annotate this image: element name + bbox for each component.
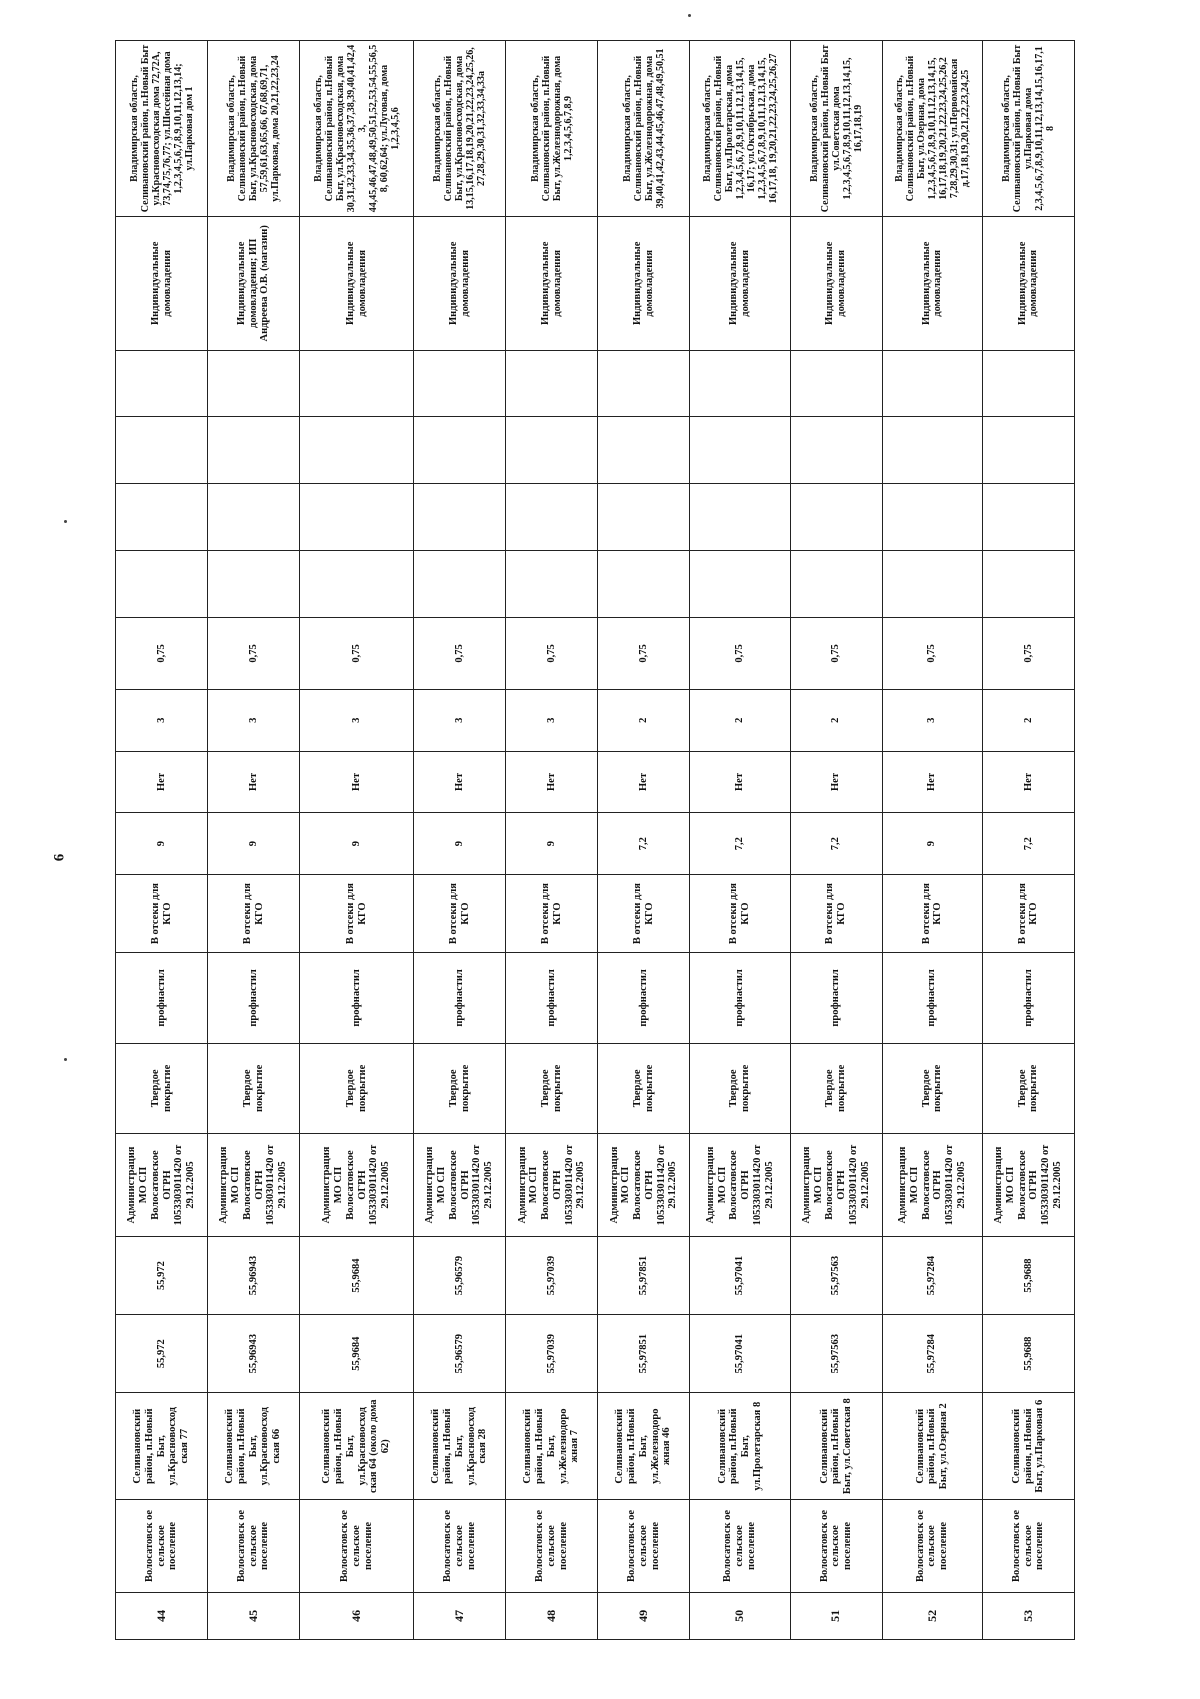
- settlement-cell: Волосатовск ое сельское поселение: [598, 1500, 690, 1593]
- location-cell: Селивановский район, п.Новый Быт, ул.Красновосход ская 64 (около дома 62): [300, 1393, 414, 1500]
- row-number: 50: [690, 1592, 790, 1639]
- scan-speck: [64, 520, 67, 523]
- table-row: [414, 41, 506, 1640]
- served-addresses-cell: Владимирская область, Селивановский район, п.Новый Быт ул.Красновосходская дома 72,72А, 73,74,75,76,77; ул.Шоссейная дома 1,2,3,4,5,6,7,8,9,10,11,12,13,14; ул.Парковая дом 1: [116, 41, 208, 217]
- empty-cell: [690, 484, 790, 551]
- longitude-cell: 55,96579: [414, 1236, 506, 1314]
- container-type-cell: Нет: [882, 751, 982, 813]
- container-type-cell: Нет: [208, 751, 300, 813]
- empty-cell: [790, 551, 882, 618]
- surface-cell: Твердое покрытие: [208, 1043, 300, 1133]
- owner-cell: Администрация МО СП Волосатовское ОГРН 1053303011420 от 29.12.2005: [208, 1134, 300, 1237]
- surface-cell: Твердое покрытие: [598, 1043, 690, 1133]
- empty-cell: [882, 417, 982, 484]
- container-type-cell: Нет: [506, 751, 598, 813]
- table-row: [116, 41, 208, 1640]
- container-volume-cell: 0,75: [116, 617, 208, 689]
- rotated-table-wrapper: [115, 40, 1075, 1640]
- table-row: [300, 41, 414, 1640]
- empty-cell: [598, 417, 690, 484]
- fence-cell: профнастил: [982, 953, 1074, 1043]
- empty-cell: [208, 484, 300, 551]
- location-cell: Селивановский район, п.Новый Быт, ул.Пролетарская 8: [690, 1393, 790, 1500]
- served-addresses-cell: Владимирская область, Селивановский район, п.Новый Быт, ул.Железнодорожная, дома 1,2,3,4,5,6,7,8,9: [506, 41, 598, 217]
- container-volume-cell: 0,75: [300, 617, 414, 689]
- empty-cell: [882, 484, 982, 551]
- empty-cell: [300, 551, 414, 618]
- longitude-cell: 55,9688: [982, 1236, 1074, 1314]
- served-addresses-cell: Владимирская область, Селивановский район, п.Новый Быт, ул.Озерная, дома 1,2,3,4,5,6,7,8,9,10,11,12,13,14,15, 16,17,18,19,20,21,22,23,24,25,26,2 7,28,29,30,31; ул.Первомайская д.17,18,19,20,21,22,23,24,25: [882, 41, 982, 217]
- empty-cell: [506, 350, 598, 417]
- container-type-cell: Нет: [598, 751, 690, 813]
- area-cell: 9: [506, 813, 598, 875]
- empty-cell: [690, 551, 790, 618]
- surface-cell: Твердое покрытие: [300, 1043, 414, 1133]
- latitude-cell: 55,972: [116, 1315, 208, 1393]
- owner-cell: Администрация МО СП Волосатовское ОГРН 1053303011420 от 29.12.2005: [598, 1134, 690, 1237]
- empty-cell: [414, 417, 506, 484]
- table-row: [208, 41, 300, 1640]
- container-type-cell: Нет: [116, 751, 208, 813]
- empty-cell: [300, 350, 414, 417]
- location-cell: Селивановский район, п.Новый Быт, ул.Красновосход ская 28: [414, 1393, 506, 1500]
- surface-cell: Твердое покрытие: [982, 1043, 1074, 1133]
- container-count-cell: 3: [116, 689, 208, 751]
- table-row: [982, 41, 1074, 1640]
- empty-cell: [882, 551, 982, 618]
- settlement-cell: Волосатовск ое сельское поселение: [414, 1500, 506, 1593]
- latitude-cell: 55,9688: [982, 1315, 1074, 1393]
- container-volume-cell: 0,75: [982, 617, 1074, 689]
- container-count-cell: 2: [598, 689, 690, 751]
- area-cell: 7,2: [790, 813, 882, 875]
- surface-cell: Твердое покрытие: [790, 1043, 882, 1133]
- placement-cell: В отсеки для КГО: [208, 875, 300, 953]
- location-cell: Селивановский район, п.Новый Быт, ул.Железнодоро жная 7: [506, 1393, 598, 1500]
- longitude-cell: 55,96943: [208, 1236, 300, 1314]
- container-count-cell: 3: [300, 689, 414, 751]
- settlement-cell: Волосатовск ое сельское поселение: [982, 1500, 1074, 1593]
- longitude-cell: 55,972: [116, 1236, 208, 1314]
- empty-cell: [300, 484, 414, 551]
- empty-cell: [506, 484, 598, 551]
- area-cell: 9: [300, 813, 414, 875]
- location-cell: Селивановский район, п.Новый Быт, ул.Озерная 2: [882, 1393, 982, 1500]
- waste-source-cell: Индивидуальные домовладения: [598, 217, 690, 351]
- waste-source-cell: Индивидуальные домовладения: [882, 217, 982, 351]
- container-count-cell: 2: [690, 689, 790, 751]
- container-volume-cell: 0,75: [208, 617, 300, 689]
- table-row: [790, 41, 882, 1640]
- empty-cell: [208, 417, 300, 484]
- area-cell: 7,2: [690, 813, 790, 875]
- latitude-cell: 55,9684: [300, 1315, 414, 1393]
- area-cell: 9: [116, 813, 208, 875]
- empty-cell: [300, 417, 414, 484]
- waste-source-cell: Индивидуальные домовладения: [116, 217, 208, 351]
- longitude-cell: 55,97041: [690, 1236, 790, 1314]
- latitude-cell: 55,97284: [882, 1315, 982, 1393]
- area-cell: 9: [208, 813, 300, 875]
- settlement-cell: Волосатовск ое сельское поселение: [790, 1500, 882, 1593]
- fence-cell: профнастил: [414, 953, 506, 1043]
- waste-source-cell: Индивидуальные домовладения: [506, 217, 598, 351]
- fence-cell: профнастил: [882, 953, 982, 1043]
- empty-cell: [116, 551, 208, 618]
- container-count-cell: 3: [208, 689, 300, 751]
- waste-source-cell: Индивидуальные домовладения: [690, 217, 790, 351]
- surface-cell: Твердое покрытие: [690, 1043, 790, 1133]
- row-number: 44: [116, 1592, 208, 1639]
- waste-source-cell: Индивидуальные домовладения: [300, 217, 414, 351]
- empty-cell: [690, 350, 790, 417]
- empty-cell: [208, 350, 300, 417]
- container-count-cell: 2: [790, 689, 882, 751]
- longitude-cell: 55,97851: [598, 1236, 690, 1314]
- container-volume-cell: 0,75: [414, 617, 506, 689]
- latitude-cell: 55,97039: [506, 1315, 598, 1393]
- empty-cell: [598, 484, 690, 551]
- location-cell: Селивановский район, п.Новый Быт, ул.Железнодоро жная 46: [598, 1393, 690, 1500]
- row-number: 45: [208, 1592, 300, 1639]
- empty-cell: [982, 350, 1074, 417]
- owner-cell: Администрация МО СП Волосатовское ОГРН 1053303011420 от 29.12.2005: [506, 1134, 598, 1237]
- served-addresses-cell: Владимирская область, Селивановский район, п.Новый Быт, ул.Железнодорожная, дома 39,40,41,42,43,44,45,46,47,48,49,50,51: [598, 41, 690, 217]
- owner-cell: Администрация МО СП Волосатовское ОГРН 1053303011420 от 29.12.2005: [790, 1134, 882, 1237]
- registry-rows: [116, 41, 1075, 1640]
- empty-cell: [116, 350, 208, 417]
- container-count-cell: 3: [414, 689, 506, 751]
- empty-cell: [506, 551, 598, 618]
- empty-cell: [982, 551, 1074, 618]
- waste-source-cell: Индивидуальные домовладения: [982, 217, 1074, 351]
- owner-cell: Администрация МО СП Волосатовское ОГРН 1053303011420 от 29.12.2005: [116, 1134, 208, 1237]
- placement-cell: В отсеки для КГО: [882, 875, 982, 953]
- table-row: [882, 41, 982, 1640]
- location-cell: Селивановский район, п.Новый Быт, ул.Красновосход ская 66: [208, 1393, 300, 1500]
- fence-cell: профнастил: [116, 953, 208, 1043]
- empty-cell: [208, 551, 300, 618]
- fence-cell: профнастил: [790, 953, 882, 1043]
- container-type-cell: Нет: [982, 751, 1074, 813]
- row-number: 52: [882, 1592, 982, 1639]
- longitude-cell: 55,97563: [790, 1236, 882, 1314]
- settlement-cell: Волосатовск ое сельское поселение: [300, 1500, 414, 1593]
- placement-cell: В отсеки для КГО: [982, 875, 1074, 953]
- location-cell: Селивановский район, п.Новый Быт, ул.Советская 8: [790, 1393, 882, 1500]
- container-type-cell: Нет: [300, 751, 414, 813]
- container-volume-cell: 0,75: [790, 617, 882, 689]
- fence-cell: профнастил: [598, 953, 690, 1043]
- fence-cell: профнастил: [690, 953, 790, 1043]
- empty-cell: [790, 484, 882, 551]
- placement-cell: В отсеки для КГО: [506, 875, 598, 953]
- settlement-cell: Волосатовск ое сельское поселение: [882, 1500, 982, 1593]
- container-type-cell: Нет: [414, 751, 506, 813]
- scan-speck: [688, 14, 691, 17]
- served-addresses-cell: Владимирская область, Селивановский район, п.Новый Быт, ул.Красновосходская, дома 30,31,32,33,34,35,36,37,38,39,40,41,42,43, 44,45,46,47,48,49,50,51,52,53,54,55,56,58, 60,62,64; ул.Луговая, дома 1,2,3,4,5,6: [300, 41, 414, 217]
- row-number: 48: [506, 1592, 598, 1639]
- empty-cell: [882, 350, 982, 417]
- table-row: [690, 41, 790, 1640]
- empty-cell: [414, 551, 506, 618]
- longitude-cell: 55,9684: [300, 1236, 414, 1314]
- scan-speck: [64, 1058, 67, 1061]
- row-number: 47: [414, 1592, 506, 1639]
- container-count-cell: 3: [506, 689, 598, 751]
- fence-cell: профнастил: [506, 953, 598, 1043]
- container-count-cell: 2: [982, 689, 1074, 751]
- container-volume-cell: 0,75: [882, 617, 982, 689]
- latitude-cell: 55,97041: [690, 1315, 790, 1393]
- fence-cell: профнастил: [208, 953, 300, 1043]
- placement-cell: В отсеки для КГО: [414, 875, 506, 953]
- empty-cell: [982, 484, 1074, 551]
- served-addresses-cell: Владимирская область, Селивановский район, п.Новый Быт ул.Парковая дома 2,3,4,5,6,7,8,9,10,11,12,13,14,15,16,17,18: [982, 41, 1074, 217]
- registry-table: [115, 40, 1075, 1640]
- empty-cell: [506, 417, 598, 484]
- empty-cell: [116, 484, 208, 551]
- empty-cell: [982, 417, 1074, 484]
- latitude-cell: 55,97563: [790, 1315, 882, 1393]
- owner-cell: Администрация МО СП Волосатовское ОГРН 1053303011420 от 29.12.2005: [414, 1134, 506, 1237]
- empty-cell: [690, 417, 790, 484]
- fence-cell: профнастил: [300, 953, 414, 1043]
- table-row: [598, 41, 690, 1640]
- row-number: 49: [598, 1592, 690, 1639]
- waste-source-cell: Индивидуальные домовладения; ИП Андреева О.В. (магазин): [208, 217, 300, 351]
- empty-cell: [598, 350, 690, 417]
- row-number: 46: [300, 1592, 414, 1639]
- container-volume-cell: 0,75: [598, 617, 690, 689]
- placement-cell: В отсеки для КГО: [790, 875, 882, 953]
- container-volume-cell: 0,75: [506, 617, 598, 689]
- owner-cell: Администрация МО СП Волосатовское ОГРН 1053303011420 от 29.12.2005: [982, 1134, 1074, 1237]
- page-number: 6: [51, 853, 68, 862]
- longitude-cell: 55,97284: [882, 1236, 982, 1314]
- waste-source-cell: Индивидуальные домовладения: [414, 217, 506, 351]
- container-volume-cell: 0,75: [690, 617, 790, 689]
- owner-cell: Администрация МО СП Волосатовское ОГРН 1053303011420 от 29.12.2005: [690, 1134, 790, 1237]
- empty-cell: [414, 350, 506, 417]
- served-addresses-cell: Владимирская область, Селивановский район, п.Новый Быт, ул.Красновосходская, дома 13,15,16,17,18,19,20,21,22,23,24,25,26, 27,28,29,30,31,32,33,34,33а: [414, 41, 506, 217]
- latitude-cell: 55,96579: [414, 1315, 506, 1393]
- empty-cell: [790, 350, 882, 417]
- served-addresses-cell: Владимирская область, Селивановский район, п.Новый Быт, ул.Пролетарская, дома 1,2,3,4,5,6,7,8,9,10,11,12,13,14,15, 16,17; ул.Октябрьская, дома 1,2,3,4,5,6,7,8,9,10,11,12,13,14,15, 16,17,18, 19,20,21,22,23,24,25,26,27: [690, 41, 790, 217]
- area-cell: 9: [414, 813, 506, 875]
- owner-cell: Администрация МО СП Волосатовское ОГРН 1053303011420 от 29.12.2005: [882, 1134, 982, 1237]
- empty-cell: [116, 417, 208, 484]
- placement-cell: В отсеки для КГО: [598, 875, 690, 953]
- settlement-cell: Волосатовск ое сельское поселение: [116, 1500, 208, 1593]
- area-cell: 9: [882, 813, 982, 875]
- settlement-cell: Волосатовск ое сельское поселение: [690, 1500, 790, 1593]
- settlement-cell: Волосатовск ое сельское поселение: [506, 1500, 598, 1593]
- container-type-cell: Нет: [690, 751, 790, 813]
- latitude-cell: 55,97851: [598, 1315, 690, 1393]
- settlement-cell: Волосатовск ое сельское поселение: [208, 1500, 300, 1593]
- empty-cell: [598, 551, 690, 618]
- location-cell: Селивановский район, п.Новый Быт, ул.Красновосход ская 77: [116, 1393, 208, 1500]
- empty-cell: [790, 417, 882, 484]
- served-addresses-cell: Владимирская область, Селивановский район, п.Новый Быт ул.Советская дома 1,2,3,4,5,6,7,8,9,10,11,12,13,14,15, 16,17,18,19: [790, 41, 882, 217]
- longitude-cell: 55,97039: [506, 1236, 598, 1314]
- row-number: 51: [790, 1592, 882, 1639]
- row-number: 53: [982, 1592, 1074, 1639]
- placement-cell: В отсеки для КГО: [300, 875, 414, 953]
- table-row: [506, 41, 598, 1640]
- container-count-cell: 3: [882, 689, 982, 751]
- surface-cell: Твердое покрытие: [882, 1043, 982, 1133]
- area-cell: 7,2: [982, 813, 1074, 875]
- empty-cell: [414, 484, 506, 551]
- waste-source-cell: Индивидуальные домовладения: [790, 217, 882, 351]
- served-addresses-cell: Владимирская область, Селивановский район, п.Новый Быт, ул.Красновосходская, дома 57,59,61,63,65,66, 67,68,69,71, ул.Парковая, дома 20,21,22,23,24: [208, 41, 300, 217]
- location-cell: Селивановский район, п.Новый Быт, ул.Парковая 6: [982, 1393, 1074, 1500]
- area-cell: 7,2: [598, 813, 690, 875]
- container-type-cell: Нет: [790, 751, 882, 813]
- latitude-cell: 55,96943: [208, 1315, 300, 1393]
- placement-cell: В отсеки для КГО: [690, 875, 790, 953]
- surface-cell: Твердое покрытие: [116, 1043, 208, 1133]
- surface-cell: Твердое покрытие: [506, 1043, 598, 1133]
- surface-cell: Твердое покрытие: [414, 1043, 506, 1133]
- owner-cell: Администрация МО СП Волосатовское ОГРН 1053303011420 от 29.12.2005: [300, 1134, 414, 1237]
- placement-cell: В отсеки для КГО: [116, 875, 208, 953]
